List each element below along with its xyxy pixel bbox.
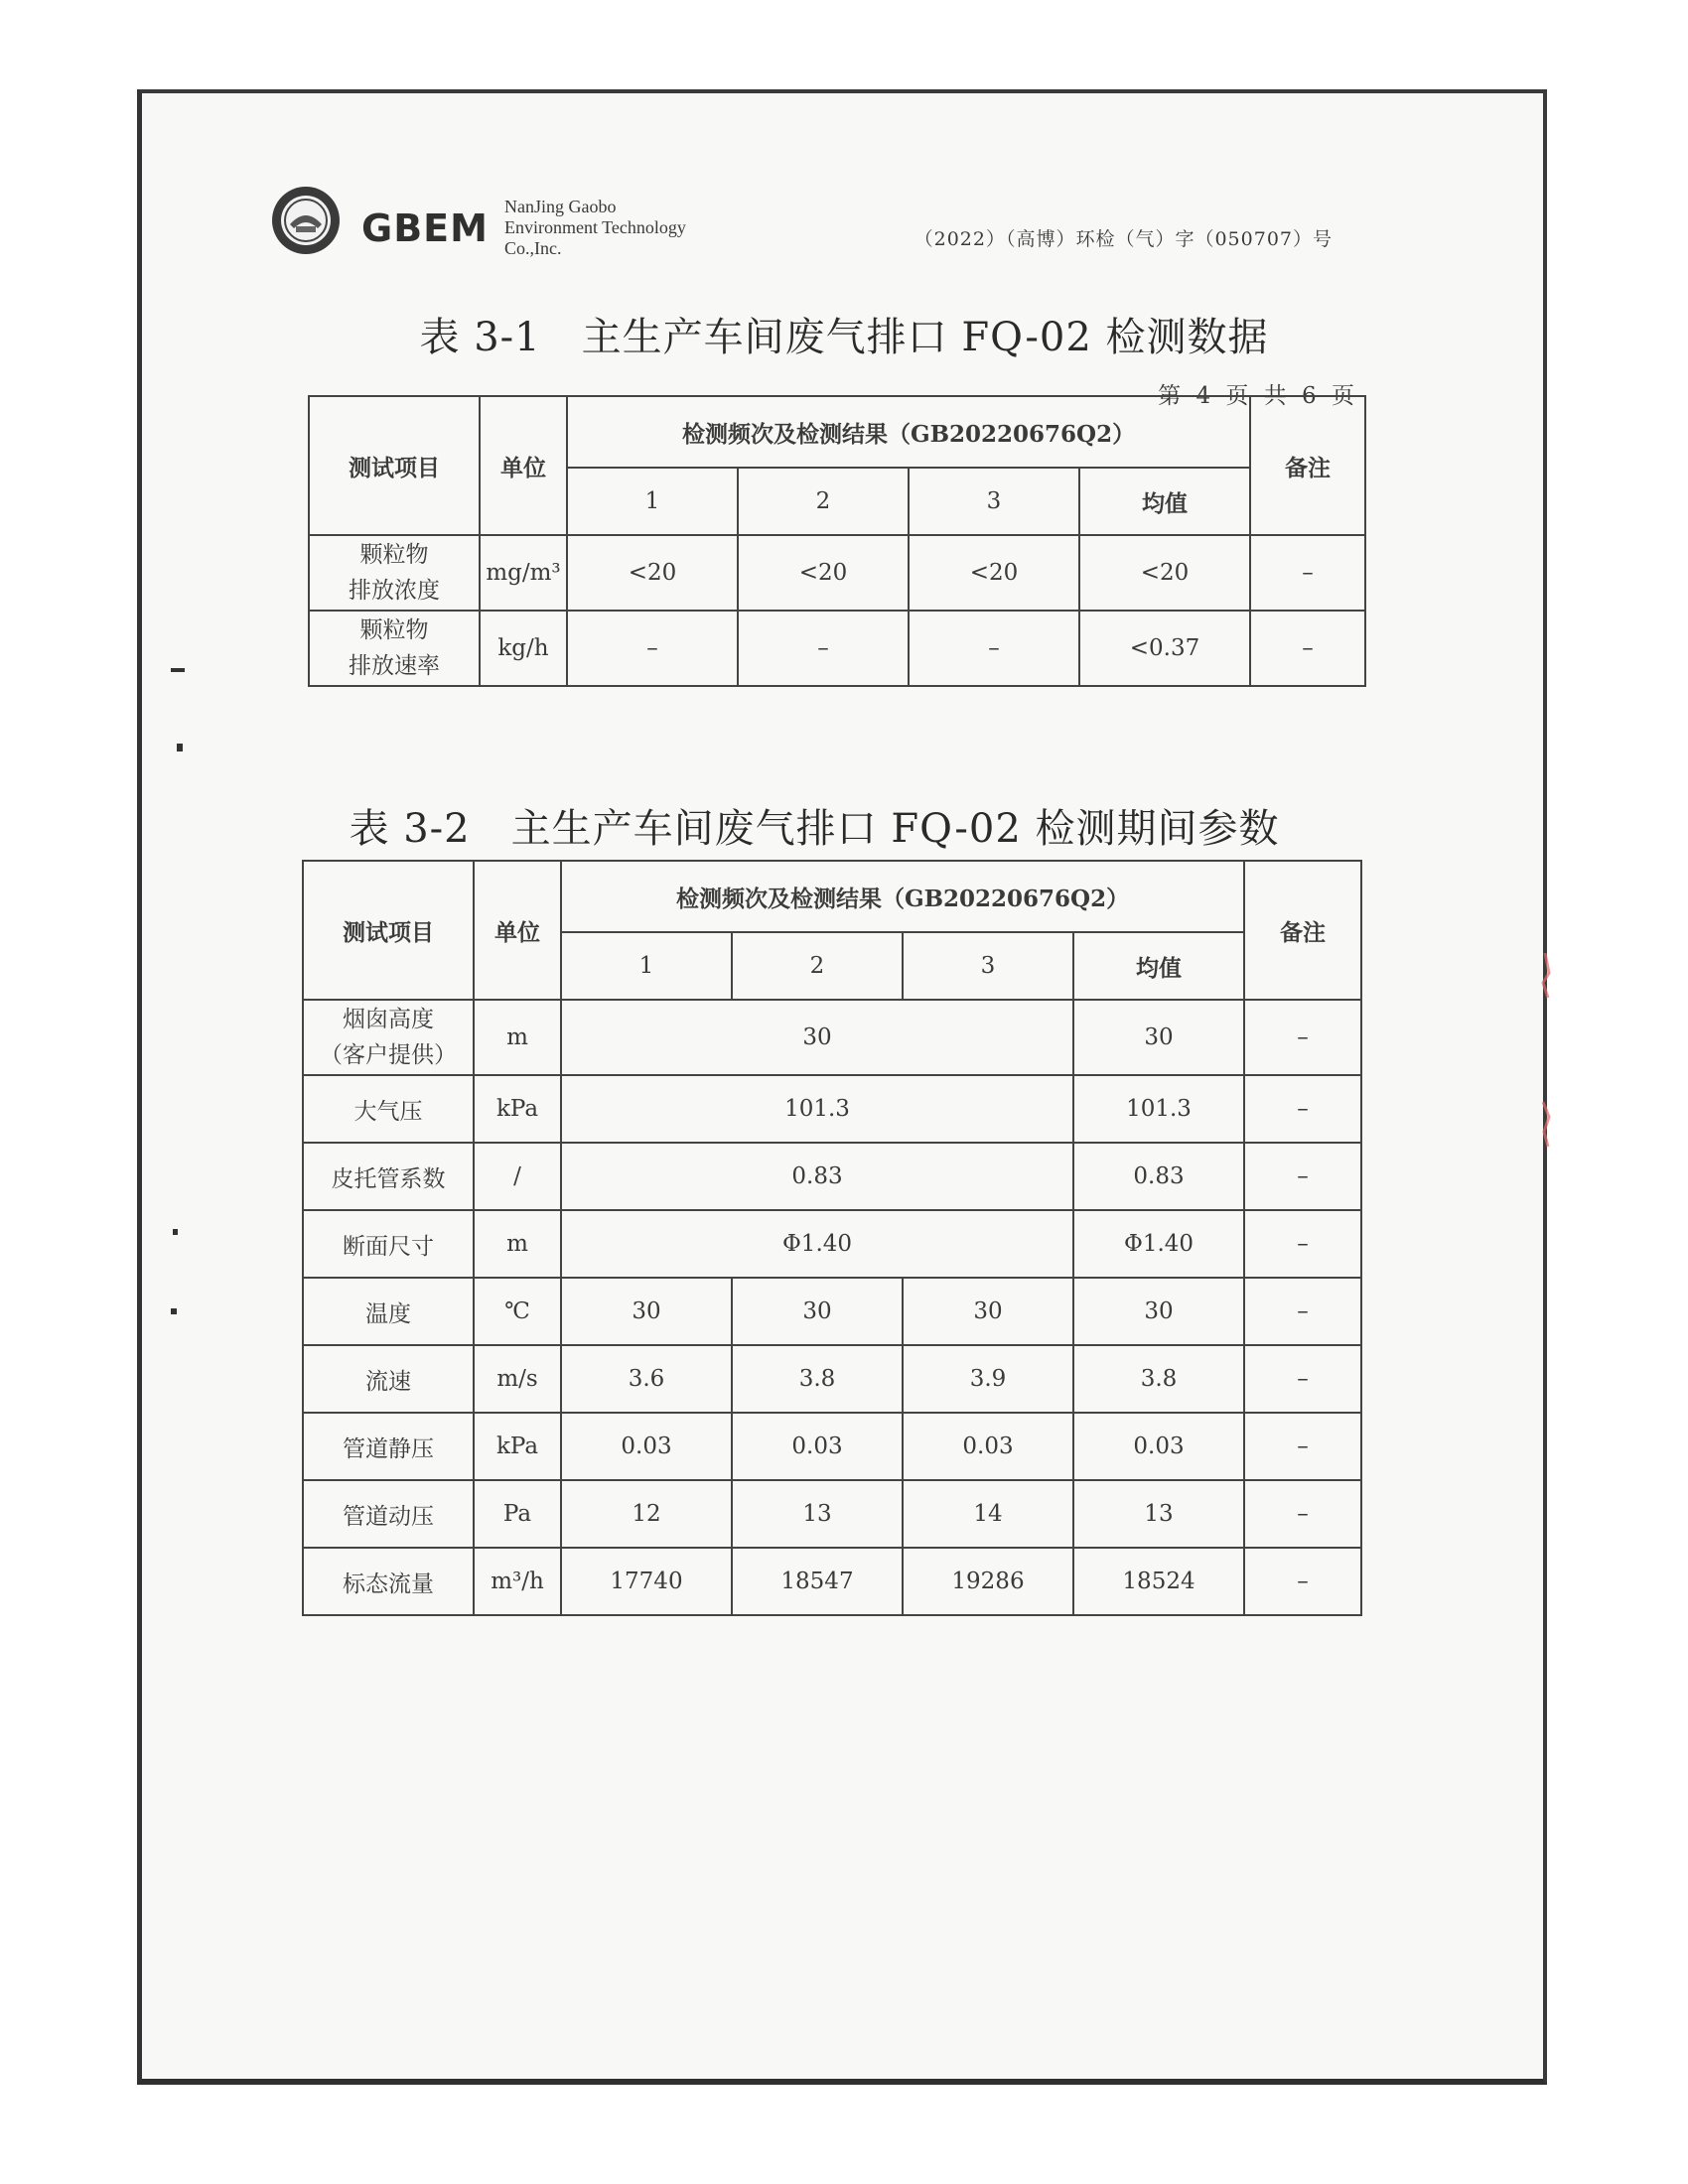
report-number: （2022）（高博）环检（气）字（050707）号 — [914, 228, 1333, 250]
cell-run-1: 0.03 — [561, 1413, 732, 1480]
cell-unit: kPa — [474, 1413, 561, 1480]
cell-average: 101.3 — [1073, 1075, 1244, 1143]
cell-item: 管道静压 — [303, 1413, 474, 1480]
cell-average: 0.83 — [1073, 1143, 1244, 1210]
cell-item: 皮托管系数 — [303, 1143, 474, 1210]
header-note: 备注 — [1244, 861, 1361, 1000]
cell-unit: ℃ — [474, 1278, 561, 1345]
table-1 — [308, 395, 1366, 687]
cell-unit: mg/m³ — [480, 535, 567, 611]
cell-average: <20 — [1079, 535, 1250, 611]
table-row — [309, 611, 1365, 686]
table-2-title: 表 3-2 主生产车间废气排口 FQ-02 检测期间参数 — [349, 806, 1280, 852]
cell-unit: kg/h — [480, 611, 567, 686]
cell-run-1: 3.6 — [561, 1345, 732, 1413]
cell-average: 18524 — [1073, 1548, 1244, 1615]
table-row — [303, 1143, 1361, 1210]
cell-run-1: – — [567, 611, 738, 686]
cell-item: 管道动压 — [303, 1480, 474, 1548]
table-2 — [302, 860, 1362, 1616]
cell-merged-value: Φ1.40 — [561, 1210, 1073, 1278]
cell-merged-value: 0.83 — [561, 1143, 1073, 1210]
cell-merged-value: 30 — [561, 1000, 1073, 1075]
header-average: 均值 — [1073, 932, 1244, 1000]
header-run-2: 2 — [732, 932, 903, 1000]
table-row — [309, 535, 1365, 611]
header-average: 均值 — [1079, 468, 1250, 535]
cell-note: – — [1244, 1000, 1361, 1075]
cell-note: – — [1250, 535, 1365, 611]
cell-note: – — [1244, 1210, 1361, 1278]
header-run-1: 1 — [567, 468, 738, 535]
header-test-item: 测试项目 — [309, 396, 480, 535]
cell-run-2: 18547 — [732, 1548, 903, 1615]
brand-name: GBEM — [361, 206, 489, 250]
cell-item — [303, 1000, 474, 1075]
cell-item: 断面尺寸 — [303, 1210, 474, 1278]
cell-note: – — [1244, 1345, 1361, 1413]
cell-run-1: <20 — [567, 535, 738, 611]
cell-item: 标态流量 — [303, 1548, 474, 1615]
cell-run-3: – — [909, 611, 1079, 686]
header-note: 备注 — [1250, 396, 1365, 535]
header-test-item: 测试项目 — [303, 861, 474, 1000]
cell-unit: Pa — [474, 1480, 561, 1548]
cell-note: – — [1250, 611, 1365, 686]
header-run-1: 1 — [561, 932, 732, 1000]
table-row — [303, 1075, 1361, 1143]
item-line-2: （客户提供） — [320, 1042, 457, 1068]
table-row — [303, 1000, 1361, 1075]
cell-run-1: 30 — [561, 1278, 732, 1345]
cell-average: 30 — [1073, 1278, 1244, 1345]
cell-unit: / — [474, 1143, 561, 1210]
cell-run-3: 19286 — [903, 1548, 1073, 1615]
table-1-title: 表 3-1 主生产车间废气排口 FQ-02 检测数据 — [419, 315, 1269, 360]
cell-run-2: 30 — [732, 1278, 903, 1345]
page-number: 第 4 页 共 6 页 — [1158, 383, 1358, 409]
cell-unit: m — [474, 1210, 561, 1278]
company-seal-logo — [270, 185, 342, 256]
item-line-1: 颗粒物 — [359, 542, 429, 568]
cell-run-1: 12 — [561, 1480, 732, 1548]
cell-unit: m³/h — [474, 1548, 561, 1615]
cell-note: – — [1244, 1143, 1361, 1210]
item-line-1: 烟囱高度 — [343, 1007, 434, 1032]
cell-item: 流速 — [303, 1345, 474, 1413]
company-line-2: Environment Technology — [504, 217, 686, 237]
cell-run-2: 13 — [732, 1480, 903, 1548]
cell-run-2: 3.8 — [732, 1345, 903, 1413]
cell-note: – — [1244, 1548, 1361, 1615]
header-run-2: 2 — [738, 468, 909, 535]
company-line-3: Co.,Inc. — [504, 238, 562, 258]
cell-note: – — [1244, 1480, 1361, 1548]
cell-average: 30 — [1073, 1000, 1244, 1075]
header-unit: 单位 — [474, 861, 561, 1000]
cell-merged-value: 101.3 — [561, 1075, 1073, 1143]
cell-run-3: 14 — [903, 1480, 1073, 1548]
cell-unit: m/s — [474, 1345, 561, 1413]
cell-run-3: 0.03 — [903, 1413, 1073, 1480]
cell-average: <0.37 — [1079, 611, 1250, 686]
cell-run-2: <20 — [738, 535, 909, 611]
cell-run-1: 17740 — [561, 1548, 732, 1615]
item-line-2: 排放速率 — [349, 653, 440, 679]
header-run-3: 3 — [903, 932, 1073, 1000]
cell-note: – — [1244, 1413, 1361, 1480]
header-run-3: 3 — [909, 468, 1079, 535]
cell-average: 13 — [1073, 1480, 1244, 1548]
header-results-group: 检测频次及检测结果（GB20220676Q2） — [561, 861, 1244, 932]
item-line-2: 排放浓度 — [349, 578, 440, 604]
cell-run-3: <20 — [909, 535, 1079, 611]
table-row — [303, 1278, 1361, 1345]
table-row — [303, 1480, 1361, 1548]
cell-unit: kPa — [474, 1075, 561, 1143]
table-row — [303, 1345, 1361, 1413]
cell-average: 0.03 — [1073, 1413, 1244, 1480]
cell-average: 3.8 — [1073, 1345, 1244, 1413]
red-stamp-fragment — [1531, 943, 1551, 1161]
table-row — [303, 1210, 1361, 1278]
company-line-1: NanJing Gaobo — [504, 197, 617, 216]
cell-item — [309, 611, 480, 686]
header-results-group: 检测频次及检测结果（GB20220676Q2） — [567, 396, 1250, 468]
cell-item — [309, 535, 480, 611]
cell-note: – — [1244, 1278, 1361, 1345]
item-line-1: 颗粒物 — [359, 617, 429, 643]
cell-run-2: 0.03 — [732, 1413, 903, 1480]
cell-average: Φ1.40 — [1073, 1210, 1244, 1278]
company-name — [504, 197, 686, 259]
cell-run-3: 3.9 — [903, 1345, 1073, 1413]
table-row — [303, 1413, 1361, 1480]
cell-unit: m — [474, 1000, 561, 1075]
letterhead — [270, 181, 1333, 270]
cell-item: 温度 — [303, 1278, 474, 1345]
table-row — [303, 1548, 1361, 1615]
cell-run-2: – — [738, 611, 909, 686]
cell-note: – — [1244, 1075, 1361, 1143]
cell-run-3: 30 — [903, 1278, 1073, 1345]
header-unit: 单位 — [480, 396, 567, 535]
cell-item: 大气压 — [303, 1075, 474, 1143]
